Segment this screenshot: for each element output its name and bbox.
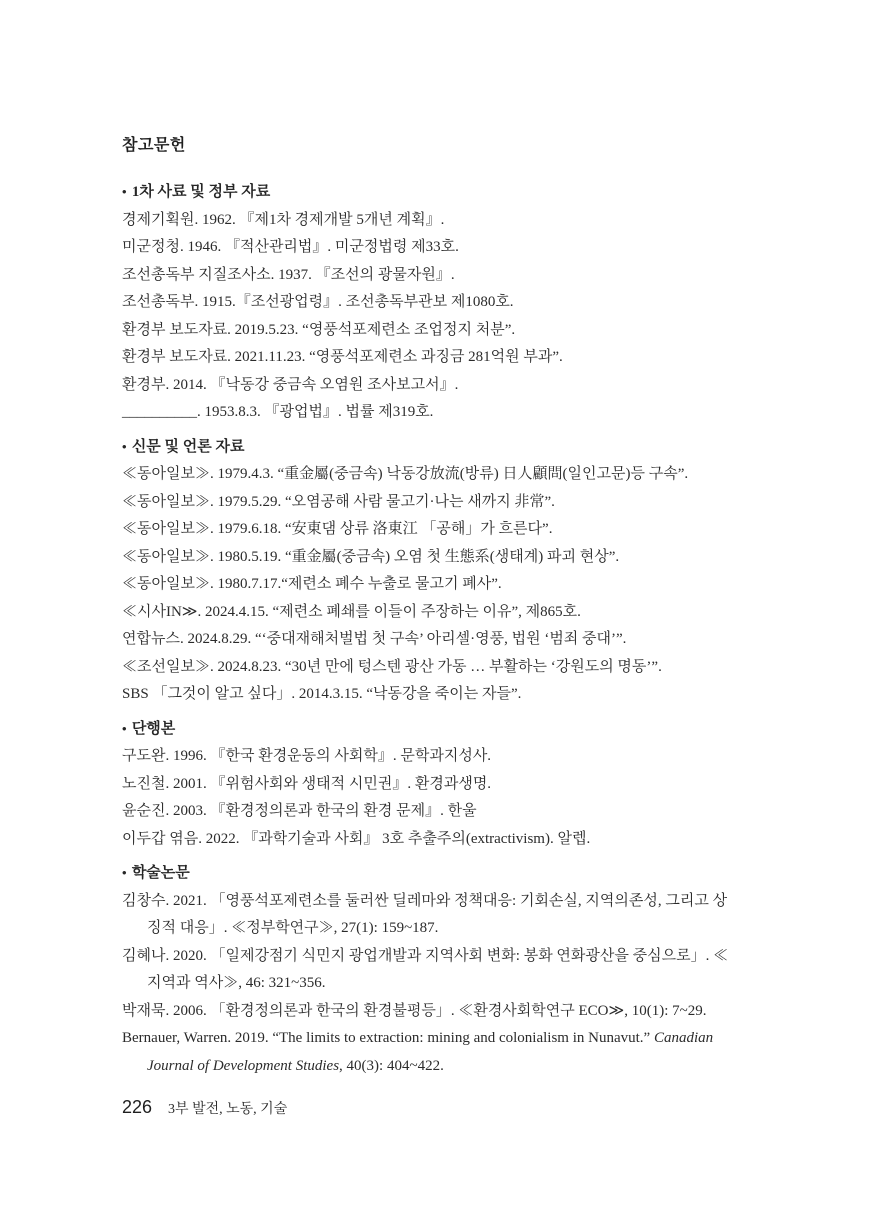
reference-section bbox=[122, 178, 734, 427]
reference-entry bbox=[122, 626, 734, 654]
reference-entry bbox=[122, 489, 734, 517]
reference-entry bbox=[122, 571, 734, 599]
entry-text: SBS 「그것이 알고 싶다」. 2014.3.15. “낙동강을 죽이는 자들”. bbox=[122, 686, 522, 702]
entry-text: __________. 1953.8.3. 『광업법』. 법률 제319호. bbox=[122, 404, 434, 420]
reference-entry bbox=[122, 516, 734, 544]
reference-entry bbox=[122, 681, 734, 709]
reference-section bbox=[122, 859, 734, 1080]
reference-entry bbox=[122, 399, 734, 427]
part-title: 3부 발전, 노동, 기술 bbox=[168, 1102, 288, 1117]
entry-text: 김혜나. 2020. 「일제강점기 식민지 광업개발과 지역사회 변화: 봉화 연화광산을 중심으로」. ≪지역과 역사≫, 46: 321~356. bbox=[122, 947, 729, 991]
page-footer bbox=[122, 1097, 287, 1118]
entry-text: ≪동아일보≫. 1980.5.19. “重金屬(중금속) 오염 첫 生態系(생태계) 파괴 현상”. bbox=[122, 548, 620, 565]
entry-text: 김창수. 2021. 「영풍석포제련소를 둘러싼 딜레마와 정책대응: 기회손실, 지역의존성, 그리고 상징적 대응」. ≪정부학연구≫, 27(1): 159~187. bbox=[122, 892, 728, 936]
bullet-icon: • bbox=[122, 865, 130, 880]
entry-text: ≪동아일보≫. 1980.7.17.“제련소 폐수 누출로 물고기 폐사”. bbox=[122, 576, 502, 592]
references-list bbox=[122, 178, 734, 1080]
reference-entry bbox=[122, 289, 734, 317]
section-heading bbox=[122, 859, 734, 888]
reference-section bbox=[122, 433, 734, 709]
entry-text: 조선총독부 지질조사소. 1937. 『조선의 광물자원』. bbox=[122, 266, 455, 283]
entry-text: 박재묵. 2006. 「환경정의론과 한국의 환경불평등」. ≪환경사회학연구 ECO≫, 10(1): 7~29. bbox=[122, 1002, 707, 1019]
reference-entry bbox=[122, 544, 734, 572]
section-heading bbox=[122, 433, 734, 462]
section-heading-label: 학술논문 bbox=[131, 865, 190, 881]
entry-text: ≪동아일보≫. 1979.5.29. “오염공해 사람 물고기·나는 새까지 非常”. bbox=[122, 493, 555, 510]
entry-text: 환경부 보도자료. 2021.11.23. “영풍석포제련소 과징금 281억원 부과”. bbox=[122, 349, 563, 365]
section-heading-label: 1차 사료 및 정부 자료 bbox=[131, 184, 271, 200]
section-heading bbox=[122, 178, 734, 207]
entry-text: , 40(3): 404~422. bbox=[339, 1057, 444, 1074]
entry-text: ≪동아일보≫. 1979.6.18. “安東댐 상류 洛東江 「공해」가 흐른다”. bbox=[122, 521, 553, 537]
entry-text: 연합뉴스. 2024.8.29. “‘중대재해처벌법 첫 구속’ 아리셀·영풍, 법원 ‘범죄 중대’”. bbox=[122, 631, 627, 647]
bullet-icon: • bbox=[122, 184, 130, 199]
bullet-icon: • bbox=[122, 720, 130, 736]
reference-entry bbox=[122, 798, 734, 826]
entry-text: 노진철. 2001. 『위험사회와 생태적 시민권』. 환경과생명. bbox=[122, 775, 492, 792]
reference-entry bbox=[122, 943, 734, 998]
bullet-icon: • bbox=[122, 438, 130, 454]
reference-entry bbox=[122, 317, 734, 345]
reference-entry bbox=[122, 372, 734, 400]
entry-text: 환경부 보도자료. 2019.5.23. “영풍석포제련소 조업정지 처분”. bbox=[122, 321, 516, 338]
reference-entry bbox=[122, 344, 734, 372]
entry-text: ≪동아일보≫. 1979.4.3. “重金屬(중금속) 낙동강放流(방류) 日人顧問(일인고문)등 구속”. bbox=[122, 466, 689, 482]
reference-entry bbox=[122, 654, 734, 682]
reference-entry bbox=[122, 207, 734, 235]
entry-text: 윤순진. 2003. 『환경정의론과 한국의 환경 문제』. 한울 bbox=[122, 803, 477, 819]
entry-text: 미군정청. 1946. 『적산관리법』. 미군정법령 제33호. bbox=[122, 239, 459, 255]
reference-entry bbox=[122, 826, 734, 854]
entry-text: ≪조선일보≫. 2024.8.23. “30년 만에 텅스텐 광산 가동 … 부활하는 ‘강원도의 명동’”. bbox=[122, 658, 662, 675]
reference-entry bbox=[122, 262, 734, 290]
entry-text: Bernauer, Warren. 2019. “The limits to extraction: mining and colonialism in Nunavut.” bbox=[122, 1030, 654, 1046]
section-heading-label: 단행본 bbox=[131, 720, 176, 737]
section-heading-label: 신문 및 언론 자료 bbox=[131, 438, 245, 455]
reference-entry bbox=[122, 1025, 734, 1080]
reference-entry bbox=[122, 599, 734, 627]
reference-entry bbox=[122, 743, 734, 771]
entry-text: 이두갑 엮음. 2022. 『과학기술과 사회』 3호 추출주의(extractivism). 알렙. bbox=[122, 830, 591, 847]
reference-entry bbox=[122, 234, 734, 262]
entry-text: ≪시사IN≫. 2024.4.15. “제련소 폐쇄를 이들이 주장하는 이유”, 제865호. bbox=[122, 603, 581, 620]
reference-entry bbox=[122, 461, 734, 489]
section-heading bbox=[122, 715, 734, 744]
reference-entry bbox=[122, 998, 734, 1026]
page-title: 참고문헌 bbox=[122, 137, 186, 154]
entry-text: 구도완. 1996. 『한국 환경운동의 사회학』. 문학과지성사. bbox=[122, 748, 492, 764]
journal-title-italic: Canadian Journal of Development Studies bbox=[147, 1030, 714, 1074]
entry-text: 환경부. 2014. 『낙동강 중금속 오염원 조사보고서』. bbox=[122, 376, 459, 393]
reference-section bbox=[122, 715, 734, 854]
reference-entry bbox=[122, 888, 734, 943]
page-number: 226 bbox=[122, 1097, 153, 1117]
entry-text: 조선총독부. 1915.『조선광업령』. 조선총독부관보 제1080호. bbox=[122, 294, 514, 310]
reference-entry bbox=[122, 771, 734, 799]
entry-text: 경제기획원. 1962. 『제1차 경제개발 5개년 계획』. bbox=[122, 211, 445, 228]
